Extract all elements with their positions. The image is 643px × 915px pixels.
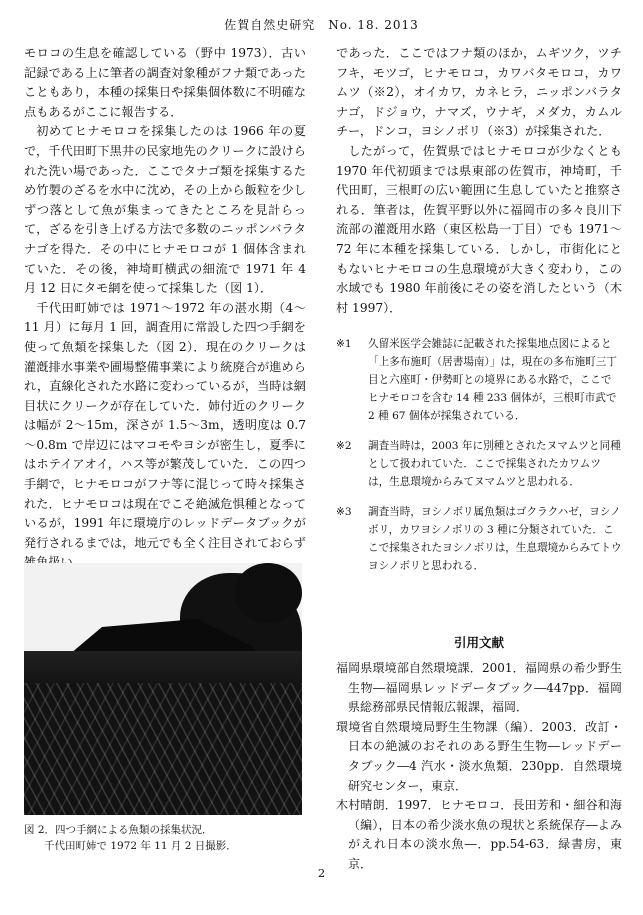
references-list [336, 659, 622, 875]
footnote [336, 335, 622, 425]
footnote-mark: ※1 [336, 338, 352, 350]
reference-item: 木村晴朗．1997．ヒナモロコ．長田芳和・細谷和海（編），日本の希少淡水魚の現状と系統保存―よみがえれ日本の淡水魚―．pp.54-63．緑書房，東京． [336, 798, 622, 871]
references-heading: 引用文献 [453, 635, 504, 650]
footnote [336, 437, 622, 491]
footnote-mark: ※3 [336, 506, 352, 518]
paragraph: であった．ここではフナ類のほか，ムギツク，ツチフキ，モツゴ，ヒナモロコ，カワバタモロコ，カワムツ（※2），オイカワ，カネヒラ，ニッポンバラタナゴ，ドジョウ，ナマズ，ウナギ，メダカ，カムルチー，ドンコ，ヨシノボリ（※3）が採集された． [336, 46, 622, 139]
journal-header: 佐賀自然史研究 No. 18. 2013 [224, 18, 419, 32]
paragraph: 初めてヒナモロコを採集したのは 1966 年の夏で，千代田町下黒井の民家地先のクリークに設けられた洗い場であった．ここでタナゴ類を採集するため竹製のざるを水中に沈め，その上から飯粒を少しずつ落として魚が集まってきたところを見計らって，ざるを引き上げる方法で多数のニッポンバラタナゴを得た．その中にヒナモロコが 1 個体含まれていた．その後，神埼町横武の細流で 1971 年 4 月 12 日にタモ網を使って採集した（図 1）． [24, 124, 306, 296]
footnote-text: 久留米医学会雑誌に記載された採集地点図によると「上多布施町（居書場南）」は，現在の多布施町三丁目と六座町・伊勢町との境界にある水路で，ここでヒナモロコを含む 14 種 233 個体が，三根町市武で 2 種 67 個体が採集されている． [368, 338, 617, 422]
caption-line: 千代田町姉で 1972 年 11 月 2 日撮影． [44, 840, 237, 852]
footnote-text: 調査当時，ヨシノボリ属魚類はゴクラクハゼ，ヨシノボリ，カワヨシノボリの 3 種に分類されていた．ここで採集されたヨシノボリは，生息環境からみてトウヨシノボリと思われる． [368, 506, 622, 572]
figure-2-photo [24, 563, 302, 815]
right-column [336, 44, 622, 318]
paragraph: モロコの生息を確認している（野中 1973）．古い記録である上に筆者の調査対象種がフナ類であったこともあり，本種の採集日や採集個体数に不明確な点もあるがここに報告する． [24, 46, 306, 119]
footnote-mark: ※2 [336, 440, 352, 452]
figure-caption [24, 822, 306, 854]
paragraph: したがって，佐賀県ではヒナモロコが少なくとも 1970 年代初頭までは県東部の佐賀市，神埼町，千代田町，三根町の広い範囲に生息していたと推察される．筆者は，佐賀平野以外に福岡市の多々良川下流部の灌漑用水路（東区松島一丁目）でも 1971～72 年に本種を採集している．しかし，市街化にともないヒナモロコの生息環境が大きく変わり，この水域でも 1980 年前後にその姿を消したという（木村 1997）． [336, 143, 622, 315]
page-number: 2 [317, 866, 326, 880]
footnote-text: 調査当時は，2003 年に別種とされたヌマムツと同種として扱われていた．ここで採集されたカワムツは，生息環境からみてヌマムツと思われる． [368, 440, 621, 488]
paragraph: 千代田町姉では 1971～1972 年の湛水期（4～11 月）に毎月 1 回，調査用に常設した四つ手網を使って魚類を採集した（図 2）．現在のクリークは灌漑排水事業や圃場整備事業により統廃合が進められ，直線化された水路に変わっているが，当時は網目状にクリークが存在していた．姉付近のクリークは幅が 2～15m，深さが 1.5～3m，透明度は 0.7～0.8m で岸辺にはマコモやヨシが密生し，夏季にはホテイアオイ，ハス等が繁茂していた．この四つ手網で，ヒナモロコがフナ等に混じって時々採集された．ヒナモロコは現在でこそ絶滅危惧種となっているが，1991 年に環境庁のレッドデータブックが発行されるまでは，地元でも全く注目されておらず [24, 300, 306, 550]
reference-item: 福岡県環境部自然環境課．2001．福岡県の希少野生生物―福岡県レッドデータブック―447pp．福岡県総務部県民情報広報課，福岡． [336, 661, 622, 715]
footnote [336, 503, 622, 575]
photo-tree [234, 563, 302, 623]
caption-line: 図 2．四つ手網による魚類の採集状況． [24, 824, 213, 836]
footnotes [336, 335, 622, 587]
reference-item: 環境省自然環境局野生生物課（編）．2003．改訂・日本の絶滅のおそれのある野生生物―レッドデータブック―4 汽水・淡水魚類．230pp．自然環境研究センター，東京． [336, 719, 622, 793]
left-column [24, 44, 306, 573]
photo-reeds [24, 683, 302, 815]
